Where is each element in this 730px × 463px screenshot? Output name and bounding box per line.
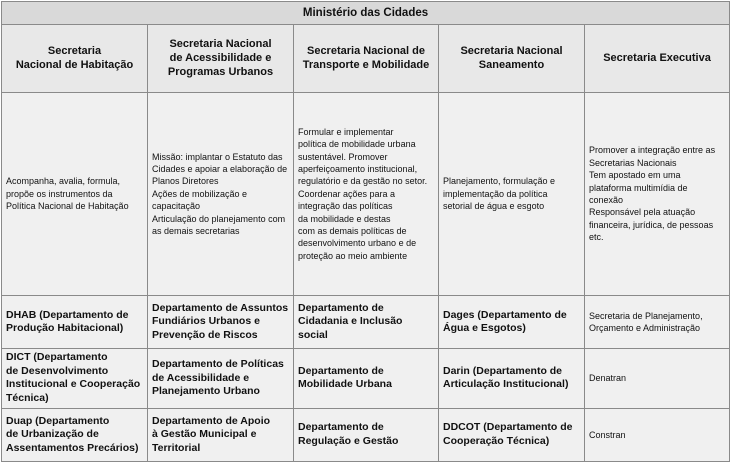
- dept-cell: Departamento de Políticas de Acessibilidade e Planejamento Urbano: [148, 349, 294, 409]
- dept-cell: DHAB (Departamento de Produção Habitacional): [2, 296, 148, 349]
- dept-cell: Departamento de Mobilidade Urbana: [294, 349, 439, 409]
- dept-cell: Departamento de Assuntos Fundiários Urbanos e Prevenção de Riscos: [148, 296, 294, 349]
- dept-cell: Constran: [585, 408, 730, 461]
- dept-cell: Dages (Departamento de Água e Esgotos): [439, 296, 585, 349]
- mission-executiva: Promover a integração entre as Secretarias Nacionais Tem apostado em uma plataforma multimídia de conexão Responsável pela atuação financeira, jurídica, de pessoas etc.: [585, 93, 730, 296]
- mission-acessibilidade: Missão: implantar o Estatuto das Cidades e apoiar a elaboração de Planos Diretores Ações de mobilização e capacitação Articulação do planejamento com as demais secretarias: [148, 93, 294, 296]
- mission-saneamento: Planejamento, formulação e implementação da política setorial de água e esgoto: [439, 93, 585, 296]
- col-header-habitacao: Secretaria Nacional de Habitação: [2, 24, 148, 92]
- mission-habitacao: Acompanha, avalia, formula, propõe os instrumentos da Política Nacional de Habitação: [2, 93, 148, 296]
- mission-row: [2, 93, 730, 296]
- dept-cell: Denatran: [585, 349, 730, 409]
- col-header-saneamento: Secretaria Nacional Saneamento: [439, 24, 585, 92]
- department-row-1: [2, 296, 730, 349]
- dept-cell: Darin (Departamento de Articulação Institucional): [439, 349, 585, 409]
- dept-cell: Departamento de Apoio à Gestão Municipal e Territorial: [148, 408, 294, 461]
- title-row: [2, 2, 730, 25]
- dept-cell: DDCOT (Departamento de Cooperação Técnica): [439, 408, 585, 461]
- department-row-2: [2, 349, 730, 409]
- dept-cell: Departamento de Regulação e Gestão: [294, 408, 439, 461]
- department-row-3: [2, 408, 730, 461]
- header-row: [2, 24, 730, 92]
- ministry-table: [1, 1, 730, 462]
- col-header-acessibilidade: Secretaria Nacional de Acessibilidade e Programas Urbanos: [148, 24, 294, 92]
- dept-cell: Secretaria de Planejamento, Orçamento e Administração: [585, 296, 730, 349]
- dept-cell: Duap (Departamento de Urbanização de Assentamentos Precários): [2, 408, 148, 461]
- col-header-executiva: Secretaria Executiva: [585, 24, 730, 92]
- dept-cell: DICT (Departamento de Desenvolvimento Institucional e Cooperação Técnica): [2, 349, 148, 409]
- dept-cell: Departamento de Cidadania e Inclusão social: [294, 296, 439, 349]
- col-header-transporte: Secretaria Nacional de Transporte e Mobilidade: [294, 24, 439, 92]
- table-title: Ministério das Cidades: [2, 2, 730, 25]
- mission-transporte: Formular e implementar política de mobilidade urbana sustentável. Promover aperfeiçoamento institucional, regulatório e da gestão no setor. Coordenar ações para a integração das políticas da mobilidade e destas com as demais políticas de desenvolvimento urbano e de proteção ao meio ambiente: [294, 93, 439, 296]
